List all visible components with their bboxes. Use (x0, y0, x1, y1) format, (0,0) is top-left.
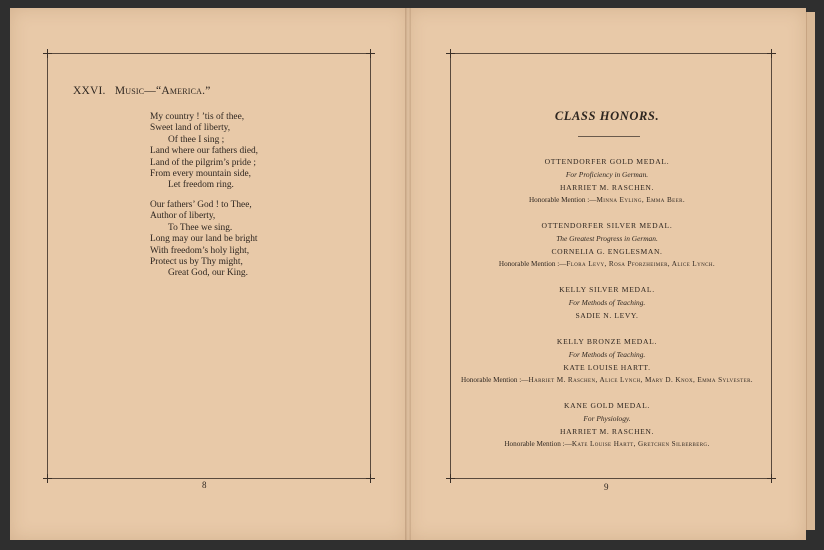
poem-line: Author of liberty, (150, 211, 216, 222)
medal-winner: CORNELIA G. ENGLESMAN. (551, 247, 663, 256)
mention-names: Kate Louise Hartt, Gretchen Silberberg. (571, 440, 710, 448)
medal-purpose: For Methods of Teaching. (568, 350, 646, 359)
poem-line: Land where our fathers died, (150, 146, 259, 157)
medal-purpose: For Physiology. (583, 414, 631, 423)
poem-line: Protect us by Thy might, (150, 257, 243, 268)
right-page (408, 8, 806, 540)
medal-purpose: For Proficiency in German. (565, 170, 649, 179)
mention-label: Honorable Mention :— (461, 376, 529, 384)
corner-ornament-icon (366, 49, 375, 58)
corner-ornament-icon (767, 474, 776, 483)
poem-stanza-1 (150, 112, 258, 192)
poem-line: Sweet land of liberty, (150, 123, 231, 134)
medal-purpose: The Greatest Progress in German. (556, 234, 658, 243)
honor-entry (408, 155, 806, 206)
medal-name: OTTENDORFER GOLD MEDAL. (544, 157, 670, 166)
program-item-heading (73, 85, 211, 97)
honorable-mention (408, 258, 806, 270)
poem-stanza-2 (150, 200, 258, 280)
mention-names: Flora Levy, Rosa Pforzheimer, Alice Lynch. (566, 260, 716, 268)
honor-entry (408, 283, 806, 322)
item-label: Music—“America.” (114, 85, 211, 97)
poem-line: Long may our land be bright (150, 234, 258, 245)
poem-line: Great God, our King. (168, 268, 248, 279)
honorable-mention (408, 438, 806, 450)
medal-name: KELLY SILVER MEDAL. (559, 285, 655, 294)
medal-name: KANE GOLD MEDAL. (563, 401, 651, 410)
medal-name: KELLY BRONZE MEDAL. (556, 337, 658, 346)
corner-ornament-icon (446, 474, 455, 483)
medal-name: OTTENDORFER SILVER MEDAL. (541, 221, 673, 230)
medal-purpose: For Methods of Teaching. (568, 298, 646, 307)
mention-names: Harriet M. Raschen, Alice Lynch, Mary D. Knox, Emma Sylvester. (528, 376, 753, 384)
honor-entry (408, 399, 806, 450)
mention-label: Honorable Mention :— (528, 196, 597, 204)
page-edge (806, 12, 815, 530)
poem-line: With freedom’s holy light, (150, 245, 250, 256)
mention-names: Minna Eyling, Emma Beer. (596, 196, 686, 204)
page-title: CLASS HONORS. (554, 109, 660, 123)
poem-line: My country ! ’tis of thee, (150, 112, 245, 122)
honorable-mention (408, 194, 806, 206)
medal-winner: HARRIET M. RASCHEN. (560, 183, 654, 192)
item-number: XXVI. (73, 85, 106, 97)
title-divider (578, 136, 640, 137)
page-number: 8 (202, 480, 207, 490)
mention-label: Honorable Mention :— (504, 440, 572, 448)
book-gutter (405, 8, 411, 540)
left-page (10, 8, 408, 540)
corner-ornament-icon (43, 474, 52, 483)
poem-line: To Thee we sing. (168, 222, 233, 233)
poem-line: Land of the pilgrim’s pride ; (150, 157, 256, 168)
corner-ornament-icon (446, 49, 455, 58)
page-number: 9 (604, 482, 609, 492)
medal-winner: KATE LOUISE HARTT. (563, 363, 651, 372)
medal-winner: HARRIET M. RASCHEN. (560, 427, 654, 436)
honor-entry (408, 219, 806, 270)
poem-line: From every mountain side, (150, 169, 252, 180)
honors-list (408, 155, 806, 463)
mention-label: Honorable Mention :— (498, 260, 567, 268)
honor-entry (408, 335, 806, 386)
honorable-mention (408, 374, 806, 386)
poem-line: Let freedom ring. (168, 180, 234, 191)
corner-ornament-icon (767, 49, 776, 58)
corner-ornament-icon (43, 49, 52, 58)
poem-line: Our fathers’ God ! to Thee, (150, 200, 252, 210)
medal-winner: SADIE N. LEVY. (575, 311, 639, 320)
poem-line: Of thee I sing ; (168, 134, 225, 145)
corner-ornament-icon (366, 474, 375, 483)
